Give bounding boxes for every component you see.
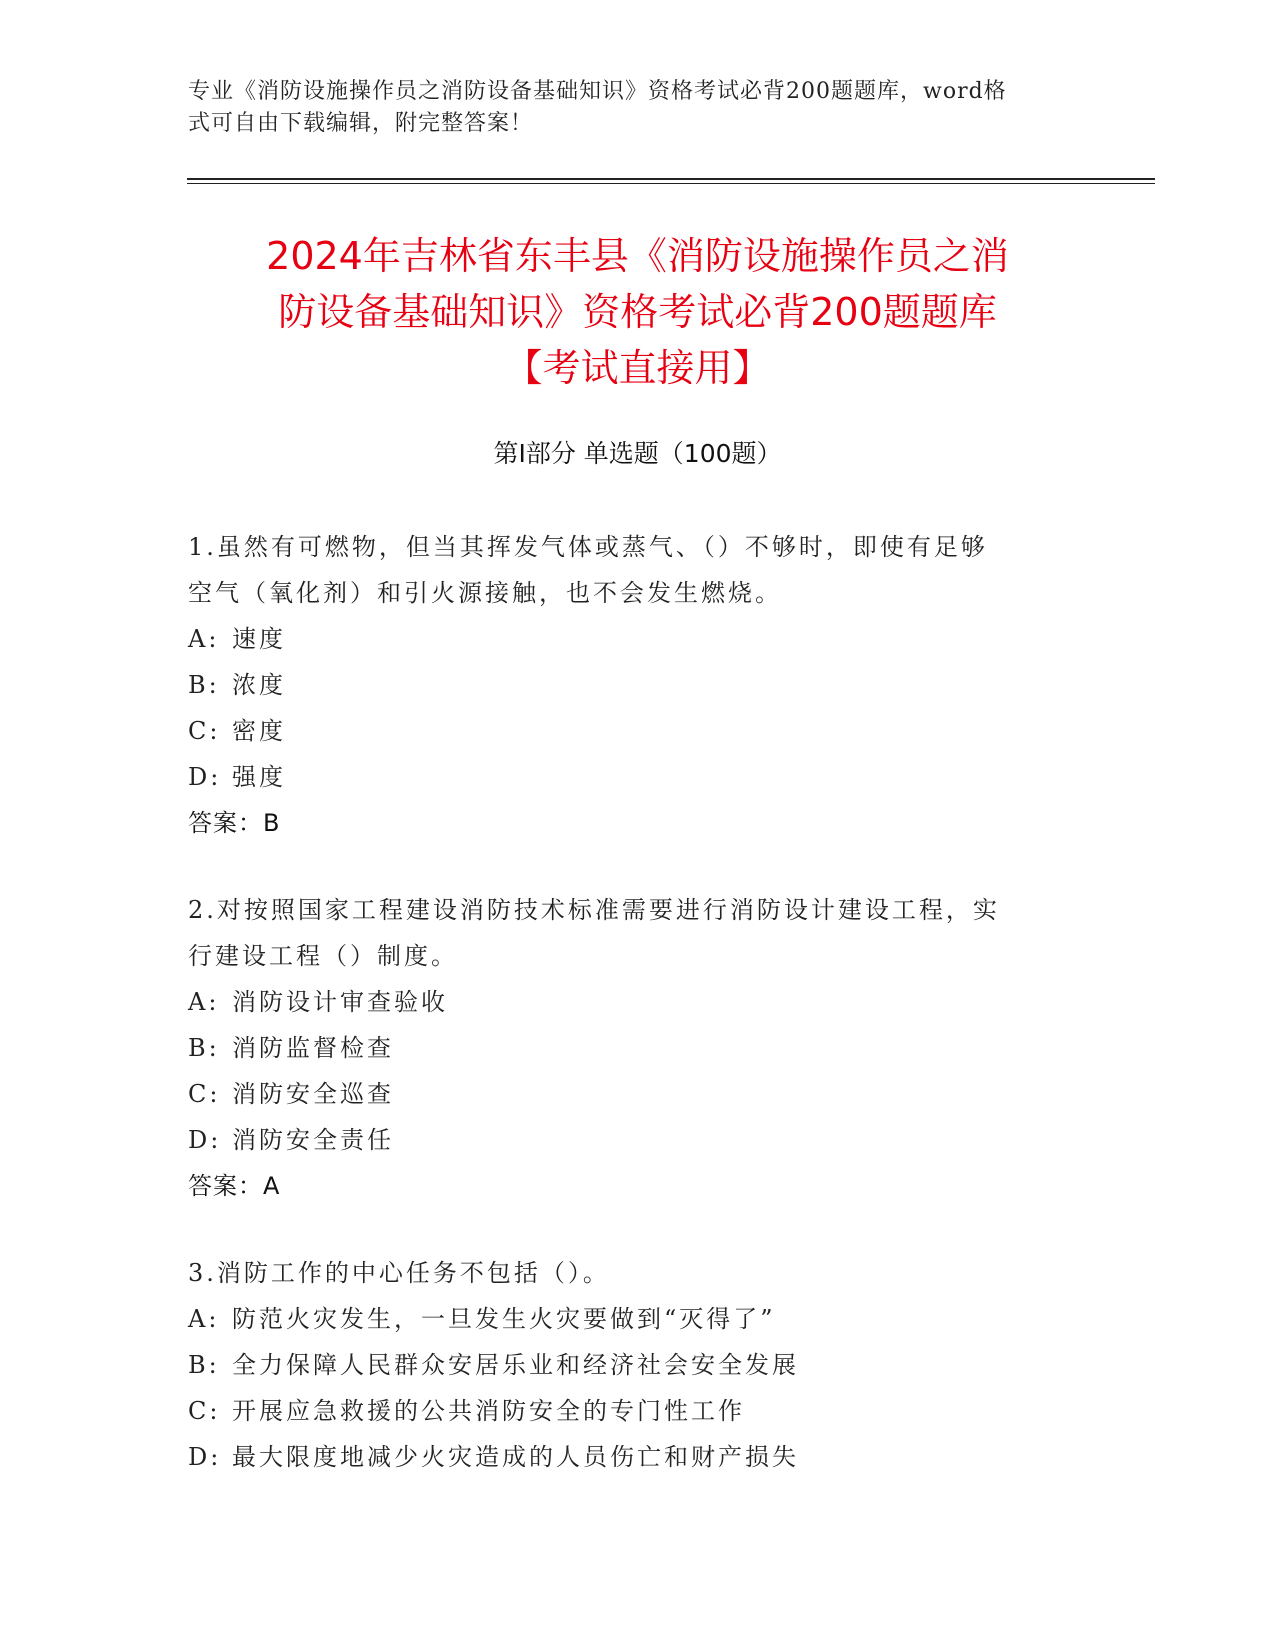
option-text: 消防设计审查验收	[232, 988, 448, 1016]
question-2-option-b	[188, 1025, 1088, 1071]
question-1-option-a	[188, 616, 1088, 662]
question-1	[188, 524, 1088, 846]
option-text: 最大限度地减少火灾造成的人员伤亡和财产损失	[232, 1443, 799, 1471]
header-divider-thin	[187, 183, 1155, 184]
question-3-option-b	[188, 1342, 1088, 1388]
question-1-option-c	[188, 708, 1088, 754]
option-letter: B:	[188, 671, 220, 699]
option-letter: D:	[188, 763, 222, 791]
option-text: 消防安全责任	[232, 1126, 394, 1154]
option-letter: D:	[188, 1443, 222, 1471]
option-letter: C:	[188, 717, 221, 745]
option-letter: A:	[188, 988, 220, 1016]
document-title-line-3: 【考试直接用】	[504, 346, 771, 390]
header-note	[188, 76, 1068, 140]
question-2-option-c	[188, 1071, 1088, 1117]
question-1-option-b	[188, 662, 1088, 708]
header-note-line-2: 式可自由下载编辑，附完整答案！	[188, 111, 534, 136]
question-2-option-d	[188, 1117, 1088, 1163]
option-text: 强度	[232, 763, 286, 791]
document-title-line-2: 防设备基础知识》资格考试必背200题题库	[278, 290, 997, 334]
question-1-answer: 答案：B	[188, 809, 281, 837]
question-1-option-d	[188, 754, 1088, 800]
question-2-option-a	[188, 979, 1088, 1025]
header-note-line-1: 专业《消防设施操作员之消防设备基础知识》资格考试必背200题题库，word格	[188, 79, 1007, 104]
question-2-stem-line-2: 行建设工程（）制度。	[188, 942, 458, 970]
question-3-option-c	[188, 1388, 1088, 1434]
question-2	[188, 887, 1088, 1209]
question-3-option-a	[188, 1296, 1088, 1342]
question-2-answer: 答案：A	[188, 1172, 281, 1200]
option-letter: D:	[188, 1126, 222, 1154]
question-1-stem-line-2: 空气（氧化剂）和引火源接触，也不会发生燃烧。	[188, 579, 782, 607]
option-text: 消防安全巡查	[232, 1080, 394, 1108]
question-3-stem-line-1: 3.消防工作的中心任务不包括（）。	[188, 1259, 610, 1287]
question-2-stem-line-1: 2.对按照国家工程建设消防技术标准需要进行消防设计建设工程，实	[188, 896, 1000, 924]
option-letter: A:	[188, 625, 220, 653]
question-1-stem-line-1: 1.虽然有可燃物，但当其挥发气体或蒸气、（）不够时，即使有足够	[188, 533, 988, 561]
question-3-option-d	[188, 1434, 1088, 1480]
option-text: 开展应急救援的公共消防安全的专门性工作	[232, 1397, 745, 1425]
option-text: 速度	[232, 625, 286, 653]
option-text: 全力保障人民群众安居乐业和经济社会安全发展	[232, 1351, 799, 1379]
option-letter: C:	[188, 1397, 221, 1425]
document-title	[150, 228, 1125, 396]
question-3	[188, 1250, 1088, 1480]
option-letter: B:	[188, 1034, 220, 1062]
option-letter: A:	[188, 1305, 220, 1333]
option-letter: B:	[188, 1351, 220, 1379]
option-text: 消防监督检查	[232, 1034, 394, 1062]
option-text: 浓度	[232, 671, 286, 699]
document-title-line-1: 2024年吉林省东丰县《消防设施操作员之消	[266, 234, 1009, 278]
header-divider-thick	[187, 178, 1155, 180]
section-heading: 第Ⅰ部分 单选题（100题）	[493, 439, 782, 468]
option-text: 密度	[232, 717, 286, 745]
option-letter: C:	[188, 1080, 221, 1108]
option-text: 防范火灾发生，一旦发生火灾要做到“灭得了”	[232, 1305, 776, 1333]
